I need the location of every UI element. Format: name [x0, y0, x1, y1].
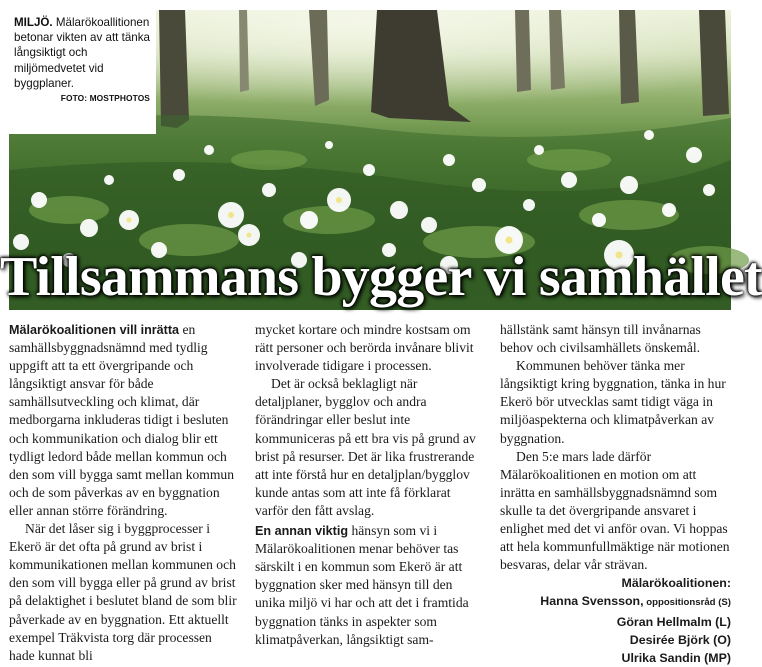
caption-text: Mälarökoallitionen betonar vikten av att tänka långsiktigt och miljömedvetet vid byggplaner.	[14, 16, 150, 90]
signer-name: Ulrika Sandin (MP)	[621, 650, 731, 665]
signature-block	[500, 574, 731, 666]
photo-caption	[9, 10, 156, 134]
article-column-3	[500, 321, 731, 667]
paragraph-kicker: Mälarökoalitionen vill inrätta	[9, 323, 180, 337]
signer-name: Desirée Björk (O)	[629, 632, 731, 647]
paragraph: Kommunen behöver tänka mer långsiktigt kring byggnation, tänka in hur Ekerö bör utvecklas samt tidigt väga in miljöaspekterna och klimatpåverkan av byggnation.	[500, 358, 726, 446]
signer-name: Göran Hellmalm (L)	[616, 614, 731, 629]
paragraph-text: hänsyn som vi i Mälarökoalitionen menar behöver tas särskilt i en kommun som Ekerö är att byggnation sker med hänsyn till den unika miljö vi har och att det i framtida byggnation tänks in aspekter som klimatpåverkan, långsiktigt sam-	[255, 523, 469, 647]
paragraph	[9, 321, 240, 520]
signer-role: oppositionsråd (S)	[643, 597, 731, 609]
signature-line	[500, 649, 731, 667]
paragraph: När det låser sig i byggprocesser i Ekerö är det ofta på grund av brist i kommunikationen mellan kommunen och den som vill bygga eller på grund av brist på delaktighet i beslutet bland de som blir påverkade av en byggnation. Ett aktuellt exempel Träkvista torg där processen hade kunnat bli	[9, 521, 237, 663]
paragraph: Det är också beklagligt när detaljplaner, bygglov och andra förändringar eller beslut inte kommuniceras på ett bra vis på grund av brist på resurser. Det är lika frustrerande att inte förstå hur en detaljplan/bygglov kunde antas som att inte få förklarat varför den fått avslag.	[255, 376, 476, 518]
article-column-1	[9, 321, 240, 665]
paragraph: Den 5:e mars lade därför Mälarökoalitionen en motion om att inrätta en samhällsbyggnadsnämnd som skulle ta det övergripande ansvaret i enlighet med det vi anför ovan. Vi hoppas att hela kommunfullmäktige när motionen besvaras, delar vår strävan.	[500, 448, 730, 573]
paragraph-text: en samhällsbyggnadsnämnd med tydlig uppgift att ta ett övergripande och långsiktigt ansvar för både samhällsutveckling och klimat, där medborgarna inkluderas tidigt i besluten och kommunikation och dialog blir ett tydligt ledord både mellan kommun och den som vill bygga samt mellan kommun och de som påverkas av en byggnation eller annan större förändring.	[9, 322, 235, 518]
caption-lead: MILJÖ.	[14, 16, 53, 29]
signature-line	[500, 613, 731, 631]
signature-line	[500, 631, 731, 649]
article-column-2	[255, 321, 486, 649]
signer-name: Hanna Svensson,	[540, 594, 644, 609]
signature-line	[500, 592, 731, 612]
headline: Tillsammans bygger vi samhället	[0, 246, 762, 308]
photo-credit: FOTO: MOSTPHOTOS	[60, 93, 150, 104]
paragraph	[255, 522, 486, 649]
subheading: En annan viktig	[255, 524, 349, 539]
paragraph: mycket kortare och mindre kostsam om rätt personer och berörda invånare blivit involverade tidigare i processen.	[255, 322, 474, 374]
paragraph: hällstänk samt hänsyn till invånarnas behov och civilsamhällets önskemål.	[500, 322, 701, 356]
signature-group: Mälarökoalitionen:	[621, 576, 731, 591]
